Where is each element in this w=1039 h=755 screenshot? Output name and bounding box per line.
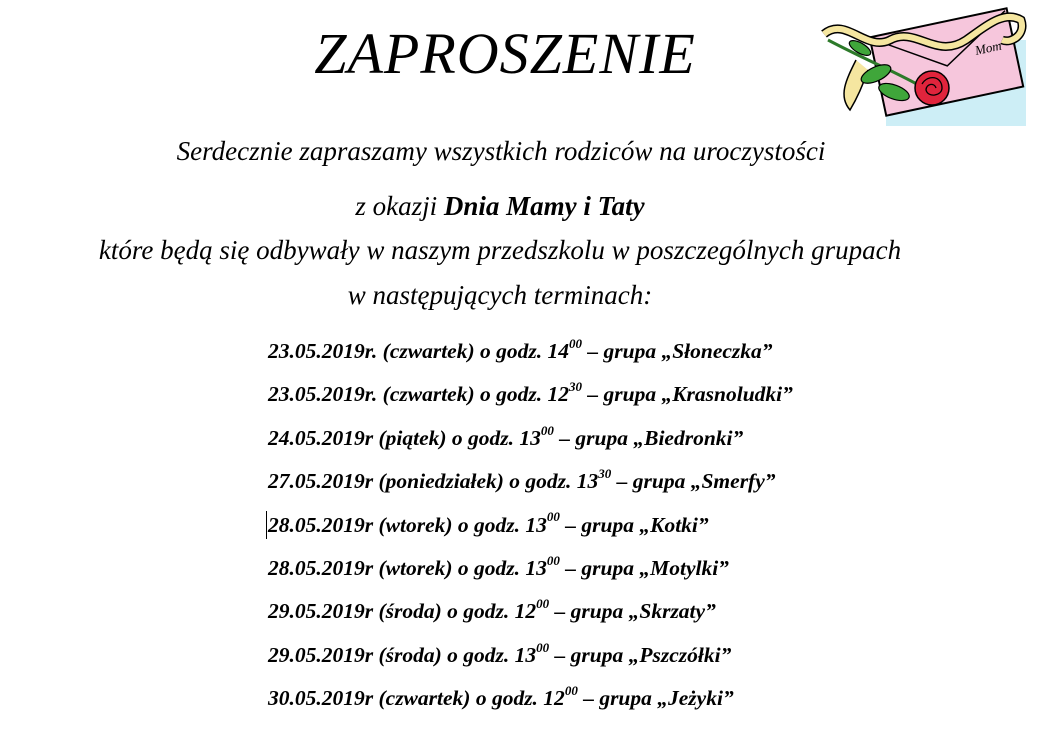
intro-line-3: które będą się odbywały w naszym przedszkolu w poszczególnych grupach bbox=[98, 235, 902, 265]
holiday-name: Dnia Mamy i Taty bbox=[443, 191, 645, 221]
schedule-minutes: 00 bbox=[546, 509, 560, 525]
schedule-group: – grupa „Krasnoludki” bbox=[582, 382, 793, 407]
schedule-minutes: 00 bbox=[536, 639, 550, 655]
schedule-item bbox=[268, 636, 793, 679]
schedule-group: – grupa „Jeżyki” bbox=[577, 686, 734, 711]
schedule-item bbox=[268, 332, 793, 375]
schedule-group: – grupa „Biedronki” bbox=[553, 425, 744, 450]
schedule-group: – grupa „Kotki” bbox=[559, 512, 709, 537]
schedule-item bbox=[268, 549, 793, 592]
schedule-item bbox=[268, 462, 793, 505]
schedule-item bbox=[268, 506, 793, 549]
schedule-minutes: 00 bbox=[536, 596, 550, 612]
schedule-minutes: 00 bbox=[546, 552, 560, 568]
intro-line-2-prefix: z okazji bbox=[355, 191, 444, 221]
card-text: Mom bbox=[973, 37, 1003, 58]
schedule-item bbox=[268, 679, 793, 722]
schedule-minutes: 00 bbox=[569, 335, 582, 351]
schedule-list bbox=[268, 332, 793, 723]
schedule-minutes: 00 bbox=[564, 682, 578, 698]
schedule-date: 23.05.2019r. (czwartek) o godz. 14 bbox=[268, 339, 569, 363]
schedule-group: – grupa „Pszczółki” bbox=[549, 642, 732, 667]
schedule-group: – grupa „Smerfy” bbox=[611, 469, 776, 494]
schedule-item bbox=[268, 375, 793, 418]
schedule-date: 24.05.2019r (piątek) o godz. 13 bbox=[268, 425, 541, 450]
schedule-minutes: 00 bbox=[540, 422, 554, 438]
schedule-group: – grupa „Skrzaty” bbox=[549, 599, 716, 624]
intro-line-4: w następujących terminach: bbox=[347, 280, 653, 310]
mom-card-rose-icon bbox=[816, 0, 1030, 128]
schedule-group: – grupa „Słoneczka” bbox=[582, 339, 773, 363]
schedule-date: 23.05.2019r. (czwartek) o godz. 12 bbox=[268, 382, 569, 407]
schedule-date: 28.05.2019r (wtorek) o godz. 13 bbox=[268, 512, 547, 537]
intro-line-1: Serdecznie zapraszamy wszystkich rodziców na uroczystości bbox=[176, 136, 826, 166]
schedule-item bbox=[268, 592, 793, 635]
schedule-item bbox=[268, 419, 793, 462]
schedule-minutes: 30 bbox=[569, 379, 582, 395]
schedule-minutes: 30 bbox=[598, 466, 612, 482]
page-title: ZAPROSZENIE bbox=[314, 21, 696, 86]
schedule-date: 29.05.2019r (środa) o godz. 13 bbox=[268, 642, 537, 667]
text-cursor bbox=[266, 511, 267, 539]
schedule-date: 28.05.2019r (wtorek) o godz. 13 bbox=[268, 555, 547, 580]
schedule-group: – grupa „Motylki” bbox=[559, 555, 729, 580]
intro-line-2 bbox=[0, 189, 1000, 223]
schedule-date: 29.05.2019r (środa) o godz. 12 bbox=[268, 599, 537, 624]
schedule-date: 27.05.2019r (poniedziałek) o godz. 13 bbox=[268, 469, 599, 494]
rose-shape bbox=[915, 71, 949, 105]
schedule-date: 30.05.2019r (czwartek) o godz. 12 bbox=[268, 686, 565, 711]
